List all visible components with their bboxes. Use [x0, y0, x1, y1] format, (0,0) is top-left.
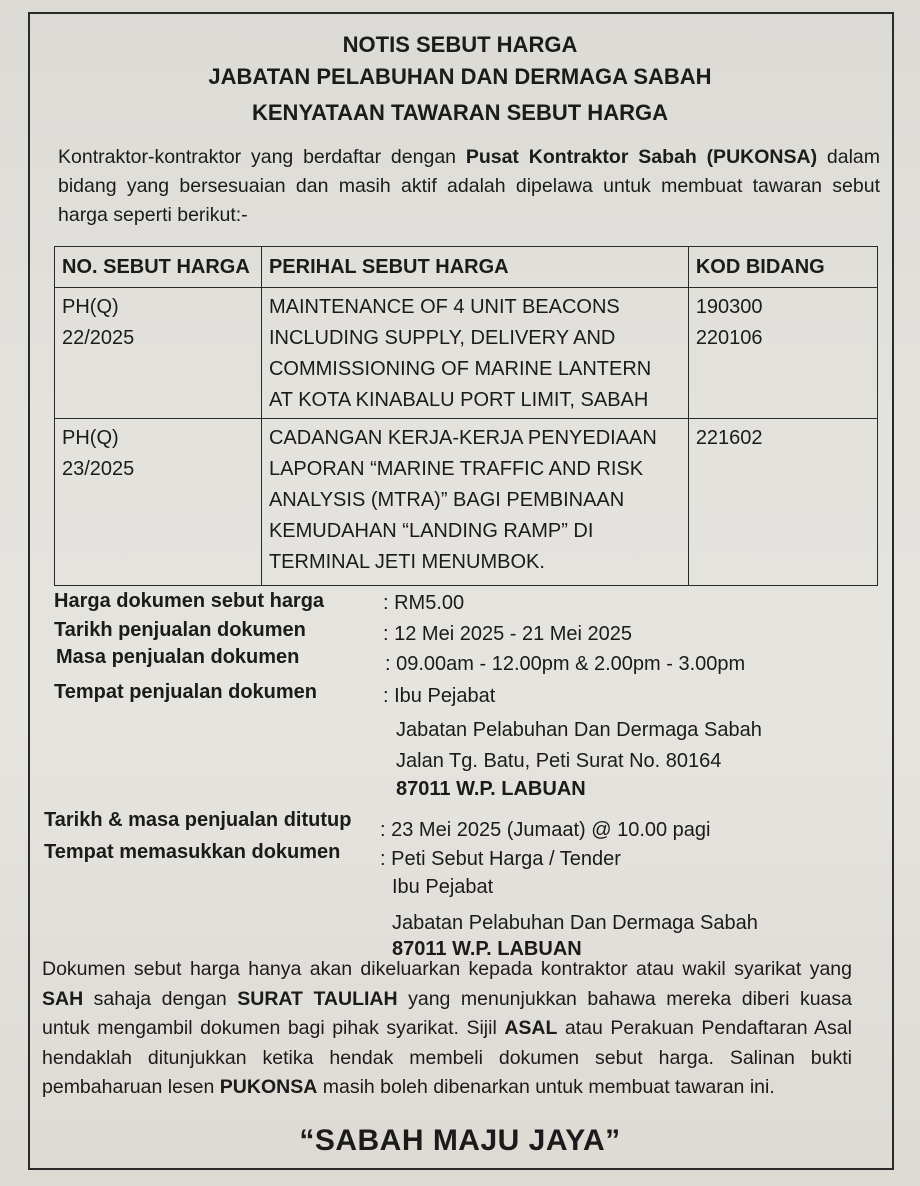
masuk-value-2: Ibu Pejabat: [392, 876, 494, 898]
closing-text: yang menunjukkan bahawa mereka diberi kuasa untuk mengambil dokumen bagi pihak syarikat. Sijil: [42, 987, 852, 1039]
kod-value: 220106: [695, 327, 763, 349]
closing-bold: PUKONSA: [219, 1076, 318, 1098]
row-no-line2: 22/2025: [62, 327, 135, 349]
tempat-value-4: 87011 W.P. LABUAN: [396, 778, 586, 800]
perihal-line: INCLUDING SUPPLY, DELIVERY AND: [268, 327, 616, 349]
tarikh-label: Tarikh penjualan dokumen: [54, 619, 306, 641]
table-row: [55, 419, 878, 586]
tempat-value-2: Jabatan Pelabuhan Dan Dermaga Sabah: [396, 719, 762, 741]
intro-text-after: dalam bidang yang bersesuaian dan masih aktif adalah dipelawa untuk membuat tawaran sebut harga seperti berikut:-: [58, 146, 881, 226]
closing-bold: SAH: [42, 987, 84, 1010]
row-kod-cell: [688, 419, 877, 586]
row-no-cell: [55, 288, 262, 419]
perihal-line: AT KOTA KINABALU PORT LIMIT, SABAH: [268, 389, 649, 411]
harga-label: Harga dokumen sebut harga: [54, 590, 325, 612]
closing-text: masih boleh dibenarkan untuk membuat tawaran ini.: [317, 1076, 775, 1098]
perihal-line: KEMUDAHAN “LANDING RAMP” DI: [268, 520, 594, 542]
perihal-line: LAPORAN “MARINE TRAFFIC AND RISK: [268, 458, 644, 480]
tutup-label: Tarikh & masa penjualan ditutup: [44, 809, 352, 831]
closing-bold: SURAT TAULIAH: [237, 987, 398, 1010]
slogan: “SABAH MAJU JAYA”: [299, 1124, 621, 1157]
perihal-line: MAINTENANCE OF 4 UNIT BEACONS: [268, 296, 620, 318]
row-no-line2: 23/2025: [62, 458, 135, 480]
row-no-cell: [55, 419, 262, 586]
closing-text: Dokumen sebut harga hanya akan dikeluarkan kepada kontraktor atau wakil syarikat yang: [42, 958, 852, 980]
row-perihal-cell: [261, 288, 688, 419]
row-no-line1: PH(Q): [62, 296, 119, 318]
table-header-row: [55, 247, 878, 288]
perihal-line: CADANGAN KERJA-KERJA PENYEDIAAN: [268, 427, 657, 449]
tempat-value-1: : Ibu Pejabat: [383, 685, 496, 707]
notice-subtitle: KENYATAAN TAWARAN SEBUT HARGA: [252, 100, 668, 125]
quotation-table: [54, 246, 878, 586]
perihal-line: ANALYSIS (MTRA)” BAGI PEMBINAAN: [268, 489, 625, 511]
closing-text: sahaja dengan: [83, 987, 238, 1010]
tarikh-value: : 12 Mei 2025 - 21 Mei 2025: [383, 623, 633, 645]
table-row: [55, 288, 878, 419]
masuk-value-1: : Peti Sebut Harga / Tender: [380, 848, 621, 870]
intro-paragraph: [58, 143, 880, 230]
closing-paragraph: [42, 955, 852, 1103]
masa-value: : 09.00am - 12.00pm & 2.00pm - 3.00pm: [385, 653, 746, 675]
masuk-value-4: 87011 W.P. LABUAN: [392, 938, 582, 960]
perihal-line: TERMINAL JETI MENUMBOK.: [268, 551, 545, 573]
department-title: JABATAN PELABUHAN DAN DERMAGA SABAH: [208, 64, 712, 89]
row-no-line1: PH(Q): [62, 427, 119, 449]
row-kod-cell: [688, 288, 877, 419]
masa-label: Masa penjualan dokumen: [56, 646, 300, 668]
harga-value: : RM5.00: [383, 592, 465, 614]
header-no: NO. SEBUT HARGA: [55, 247, 262, 288]
intro-text: Kontraktor-kontraktor yang berdaftar dengan: [58, 146, 466, 168]
notice-title: NOTIS SEBUT HARGA: [342, 32, 578, 57]
header-kod: KOD BIDANG: [688, 247, 877, 288]
intro-bold: Pusat Kontraktor Sabah (PUKONSA): [465, 146, 818, 168]
tutup-value: : 23 Mei 2025 (Jumaat) @ 10.00 pagi: [380, 819, 711, 841]
perihal-line: COMMISSIONING OF MARINE LANTERN: [268, 358, 652, 380]
kod-value: 221602: [695, 427, 763, 449]
header-perihal: PERIHAL SEBUT HARGA: [261, 247, 688, 288]
closing-bold: ASAL: [504, 1017, 558, 1039]
row-perihal-cell: [261, 419, 688, 586]
masuk-value-3: Jabatan Pelabuhan Dan Dermaga Sabah: [392, 912, 758, 934]
kod-value: 190300: [695, 296, 763, 318]
closing-text: atau Perakuan Pendaftaran Asal hendaklah ditunjukkan ketika hendak membeli dokumen sebut harga. Salinan bukti pembaharuan lesen: [42, 1017, 852, 1098]
tempat-value-3: Jalan Tg. Batu, Peti Surat No. 80164: [396, 750, 722, 772]
tempat-label: Tempat penjualan dokumen: [54, 681, 317, 703]
masuk-label: Tempat memasukkan dokumen: [44, 841, 341, 863]
